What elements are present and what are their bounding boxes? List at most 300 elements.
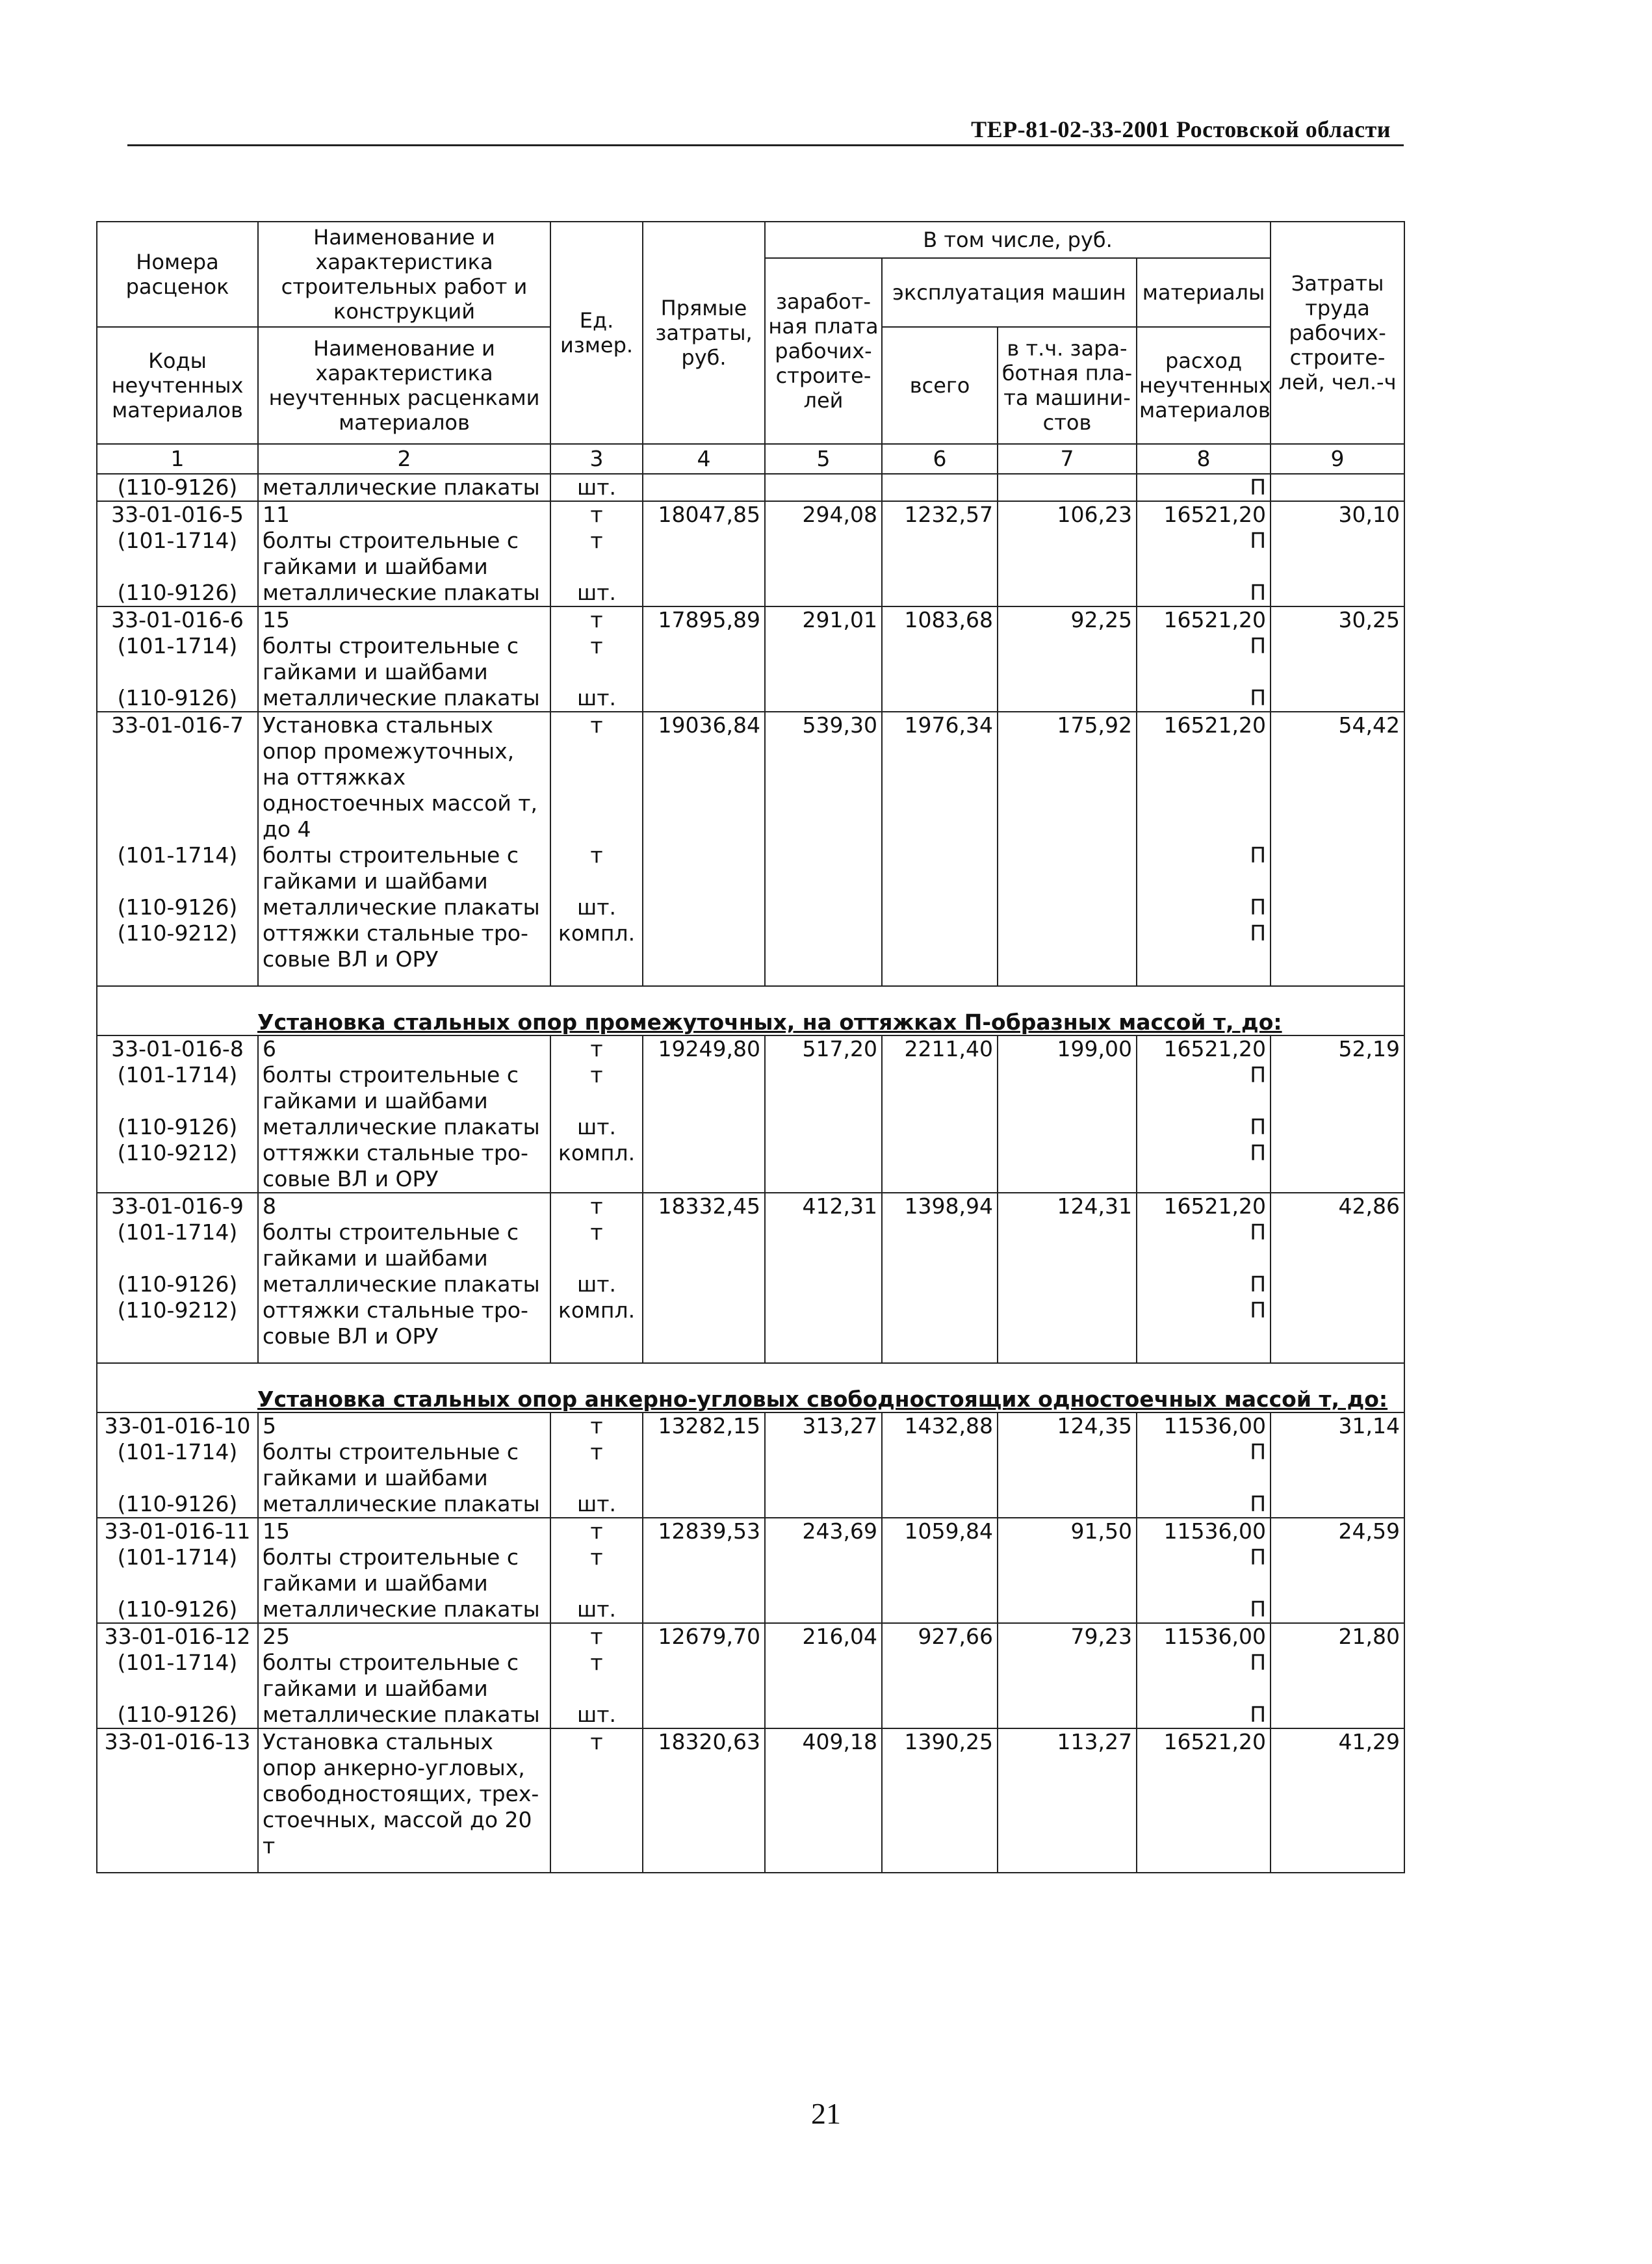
- machinist-wage-cell: [998, 1297, 1137, 1349]
- spacer-cell: [998, 972, 1137, 986]
- machine-cost-cell: 1059,84: [882, 1518, 998, 1544]
- material-cost-cell: П: [1137, 580, 1271, 606]
- worker-wage-cell: [765, 1297, 882, 1349]
- material-cost-cell: П: [1137, 1596, 1271, 1623]
- machine-cost-cell: [882, 580, 998, 606]
- material-cost-cell: П: [1137, 1702, 1271, 1728]
- labor-hours-cell: [1271, 1062, 1404, 1114]
- direct-cost-cell: [643, 842, 765, 894]
- labor-hours-cell: [1271, 1702, 1404, 1728]
- labor-hours-cell: [1271, 1219, 1404, 1271]
- machinist-wage-cell: [998, 842, 1137, 894]
- machinist-wage-cell: 106,23: [998, 501, 1137, 528]
- running-header: [127, 111, 1404, 146]
- material-cost-cell: П: [1137, 1114, 1271, 1140]
- machine-cost-cell: [882, 474, 998, 501]
- worker-wage-cell: 291,01: [765, 606, 882, 633]
- worker-wage-cell: [765, 1544, 882, 1596]
- machinist-wage-cell: [998, 528, 1137, 580]
- rate-code-cell: 33-01-016-5: [97, 501, 258, 528]
- machine-cost-cell: [882, 1596, 998, 1623]
- spacer-cell: [1137, 972, 1271, 986]
- unit-cell: т: [550, 633, 643, 685]
- spacer-cell: [1271, 972, 1404, 986]
- unit-cell: т: [550, 1439, 643, 1491]
- machine-cost-cell: [882, 842, 998, 894]
- unit-cell: т: [550, 1193, 643, 1219]
- rate-code-cell: (101-1714): [97, 633, 258, 685]
- col-head-mach-total: всего: [882, 327, 998, 444]
- material-cost-cell: 11536,00: [1137, 1412, 1271, 1439]
- direct-cost-cell: 12679,70: [643, 1623, 765, 1650]
- unit-cell: шт.: [550, 1702, 643, 1728]
- material-row: [97, 894, 1404, 920]
- work-name-cell: 15: [258, 606, 550, 633]
- direct-cost-cell: [643, 474, 765, 501]
- material-row: [97, 1650, 1404, 1702]
- unit-cell: т: [550, 1518, 643, 1544]
- section-heading-row: [97, 986, 1404, 1035]
- machine-cost-cell: [882, 1650, 998, 1702]
- work-name-cell: болты строительные с гайками и шайбами: [258, 528, 550, 580]
- rate-row: [97, 1623, 1404, 1650]
- labor-hours-cell: [1271, 685, 1404, 712]
- work-name-cell: болты строительные с гайками и шайбами: [258, 1650, 550, 1702]
- col-head-wage: заработ-ная плата рабочих-строите-лей: [765, 258, 882, 444]
- worker-wage-cell: 294,08: [765, 501, 882, 528]
- machinist-wage-cell: [998, 1650, 1137, 1702]
- material-row: [97, 580, 1404, 606]
- rate-code-cell: 33-01-016-10: [97, 1412, 258, 1439]
- labor-hours-cell: [1271, 920, 1404, 972]
- labor-hours-cell: [1271, 528, 1404, 580]
- column-number: 6: [882, 444, 998, 474]
- column-number: 3: [550, 444, 643, 474]
- unit-cell: т: [550, 1412, 643, 1439]
- unit-cell: шт.: [550, 474, 643, 501]
- col-head-unit: Ед. измер.: [550, 222, 643, 444]
- labor-hours-cell: 42,86: [1271, 1193, 1404, 1219]
- machinist-wage-cell: [998, 1596, 1137, 1623]
- machine-cost-cell: 1390,25: [882, 1728, 998, 1859]
- worker-wage-cell: [765, 894, 882, 920]
- unit-cell: шт.: [550, 1491, 643, 1518]
- machine-cost-cell: [882, 1439, 998, 1491]
- machine-cost-cell: [882, 1702, 998, 1728]
- machinist-wage-cell: [998, 474, 1137, 501]
- rate-code-cell: 33-01-016-7: [97, 712, 258, 842]
- labor-hours-cell: [1271, 1544, 1404, 1596]
- material-cost-cell: П: [1137, 894, 1271, 920]
- work-name-cell: оттяжки стальные тро-совые ВЛ и ОРУ: [258, 1140, 550, 1193]
- rate-code-cell: (101-1714): [97, 1650, 258, 1702]
- machinist-wage-cell: [998, 1062, 1137, 1114]
- machine-cost-cell: [882, 685, 998, 712]
- spacer-cell: [1271, 1859, 1404, 1873]
- direct-cost-cell: 19249,80: [643, 1035, 765, 1062]
- material-row: [97, 1219, 1404, 1271]
- col-head-codes: Коды неучтенных материалов: [97, 327, 258, 444]
- labor-hours-cell: [1271, 580, 1404, 606]
- rate-code-cell: (110-9126): [97, 1702, 258, 1728]
- work-name-cell: металлические плакаты: [258, 1491, 550, 1518]
- unit-cell: т: [550, 1623, 643, 1650]
- work-name-cell: металлические плакаты: [258, 894, 550, 920]
- worker-wage-cell: [765, 580, 882, 606]
- material-row: [97, 474, 1404, 501]
- unit-cell: т: [550, 1062, 643, 1114]
- column-number: 1: [97, 444, 258, 474]
- direct-cost-cell: 17895,89: [643, 606, 765, 633]
- labor-hours-cell: [1271, 894, 1404, 920]
- direct-cost-cell: [643, 1271, 765, 1297]
- machinist-wage-cell: [998, 580, 1137, 606]
- machine-cost-cell: 1398,94: [882, 1193, 998, 1219]
- material-cost-cell: П: [1137, 1439, 1271, 1491]
- rate-code-cell: 33-01-016-9: [97, 1193, 258, 1219]
- work-name-cell: 8: [258, 1193, 550, 1219]
- unit-cell: компл.: [550, 920, 643, 972]
- direct-cost-cell: [643, 685, 765, 712]
- material-cost-cell: П: [1137, 633, 1271, 685]
- direct-cost-cell: 18320,63: [643, 1728, 765, 1859]
- spacer-cell: [550, 1349, 643, 1363]
- labor-hours-cell: 30,25: [1271, 606, 1404, 633]
- labor-hours-cell: [1271, 1297, 1404, 1349]
- rate-code-cell: (110-9126): [97, 894, 258, 920]
- material-cost-cell: П: [1137, 1544, 1271, 1596]
- table-body: [97, 444, 1404, 1873]
- col-head-machines: эксплуатация машин: [882, 258, 1137, 327]
- spacer-cell: [1271, 1349, 1404, 1363]
- machinist-wage-cell: 199,00: [998, 1035, 1137, 1062]
- machine-cost-cell: [882, 920, 998, 972]
- work-name-cell: болты строительные с гайками и шайбами: [258, 633, 550, 685]
- worker-wage-cell: [765, 1439, 882, 1491]
- material-cost-cell: П: [1137, 528, 1271, 580]
- rate-row: [97, 1412, 1404, 1439]
- rate-code-cell: 33-01-016-12: [97, 1623, 258, 1650]
- rate-row: [97, 1035, 1404, 1062]
- material-cost-cell: П: [1137, 920, 1271, 972]
- labor-hours-cell: 24,59: [1271, 1518, 1404, 1544]
- machine-cost-cell: [882, 894, 998, 920]
- spacer-cell: [998, 1349, 1137, 1363]
- material-row: [97, 685, 1404, 712]
- material-cost-cell: П: [1137, 1062, 1271, 1114]
- rates-table: [96, 221, 1405, 1873]
- rate-code-cell: (110-9126): [97, 1114, 258, 1140]
- col-head-labor: Затраты труда рабочих-строите-лей, чел.-ч: [1271, 222, 1404, 444]
- direct-cost-cell: 18332,45: [643, 1193, 765, 1219]
- spacer-cell: [1137, 1349, 1271, 1363]
- rate-code-cell: (101-1714): [97, 842, 258, 894]
- material-cost-cell: 16521,20: [1137, 1728, 1271, 1859]
- spacer-cell: [258, 972, 550, 986]
- worker-wage-cell: [765, 1596, 882, 1623]
- machine-cost-cell: [882, 1544, 998, 1596]
- machinist-wage-cell: [998, 894, 1137, 920]
- rate-code-cell: (110-9212): [97, 920, 258, 972]
- rate-code-cell: (110-9126): [97, 1271, 258, 1297]
- machine-cost-cell: [882, 1062, 998, 1114]
- machinist-wage-cell: [998, 1491, 1137, 1518]
- spacer-cell: [643, 1859, 765, 1873]
- spacer-row: [97, 1349, 1404, 1363]
- machine-cost-cell: 2211,40: [882, 1035, 998, 1062]
- unit-cell: т: [550, 501, 643, 528]
- material-row: [97, 1702, 1404, 1728]
- direct-cost-cell: [643, 1491, 765, 1518]
- machine-cost-cell: [882, 1491, 998, 1518]
- rate-code-cell: (101-1714): [97, 1062, 258, 1114]
- column-number: 5: [765, 444, 882, 474]
- unit-cell: т: [550, 1650, 643, 1702]
- machinist-wage-cell: [998, 1544, 1137, 1596]
- worker-wage-cell: [765, 1271, 882, 1297]
- worker-wage-cell: 216,04: [765, 1623, 882, 1650]
- machine-cost-cell: [882, 1271, 998, 1297]
- material-row: [97, 1491, 1404, 1518]
- material-cost-cell: П: [1137, 1297, 1271, 1349]
- rate-code-cell: 33-01-016-11: [97, 1518, 258, 1544]
- worker-wage-cell: [765, 685, 882, 712]
- unit-cell: компл.: [550, 1297, 643, 1349]
- worker-wage-cell: [765, 1491, 882, 1518]
- labor-hours-cell: [1271, 633, 1404, 685]
- unit-cell: т: [550, 606, 643, 633]
- work-name-cell: болты строительные с гайками и шайбами: [258, 1219, 550, 1271]
- rate-code-cell: 33-01-016-13: [97, 1728, 258, 1859]
- material-cost-cell: П: [1137, 1140, 1271, 1193]
- spacer-cell: [97, 1349, 258, 1363]
- material-row: [97, 1439, 1404, 1491]
- labor-hours-cell: [1271, 1596, 1404, 1623]
- work-name-cell: металлические плакаты: [258, 474, 550, 501]
- section-title: Установка стальных опор промежуточных, на оттяжках П-образных массой т, до:: [257, 1009, 1282, 1035]
- work-name-cell: 15: [258, 1518, 550, 1544]
- worker-wage-cell: [765, 920, 882, 972]
- direct-cost-cell: [643, 1596, 765, 1623]
- col-head-work: Наименование и характеристика строительных работ и конструкций: [258, 222, 550, 327]
- worker-wage-cell: [765, 1702, 882, 1728]
- work-name-cell: болты строительные с гайками и шайбами: [258, 1439, 550, 1491]
- rate-code-cell: (101-1714): [97, 1544, 258, 1596]
- material-cost-cell: П: [1137, 1491, 1271, 1518]
- direct-cost-cell: [643, 528, 765, 580]
- rate-row: [97, 1518, 1404, 1544]
- col-head-unaccounted: Наименование и характеристика неучтенных расценками материалов: [258, 327, 550, 444]
- work-name-cell: металлические плакаты: [258, 1114, 550, 1140]
- direct-cost-cell: 12839,53: [643, 1518, 765, 1544]
- machinist-wage-cell: [998, 633, 1137, 685]
- material-cost-cell: 16521,20: [1137, 606, 1271, 633]
- work-name-cell: металлические плакаты: [258, 1596, 550, 1623]
- worker-wage-cell: 517,20: [765, 1035, 882, 1062]
- spacer-cell: [258, 1859, 550, 1873]
- rate-row: [97, 606, 1404, 633]
- labor-hours-cell: [1271, 1114, 1404, 1140]
- machine-cost-cell: 1432,88: [882, 1412, 998, 1439]
- machinist-wage-cell: [998, 1271, 1137, 1297]
- spacer-cell: [998, 1859, 1137, 1873]
- spacer-cell: [643, 972, 765, 986]
- machinist-wage-cell: 92,25: [998, 606, 1137, 633]
- rate-code-cell: 33-01-016-6: [97, 606, 258, 633]
- material-row: [97, 1297, 1404, 1349]
- material-cost-cell: 16521,20: [1137, 1035, 1271, 1062]
- running-title: ТЕР-81-02-33-2001 Ростовской области: [971, 116, 1391, 142]
- spacer-row: [97, 972, 1404, 986]
- machinist-wage-cell: [998, 1114, 1137, 1140]
- labor-hours-cell: [1271, 1491, 1404, 1518]
- direct-cost-cell: 19036,84: [643, 712, 765, 842]
- worker-wage-cell: [765, 842, 882, 894]
- machinist-wage-cell: 175,92: [998, 712, 1137, 842]
- worker-wage-cell: [765, 633, 882, 685]
- column-number: 9: [1271, 444, 1404, 474]
- material-row: [97, 1062, 1404, 1114]
- col-head-number: Номера расценок: [97, 222, 258, 327]
- labor-hours-cell: [1271, 474, 1404, 501]
- machine-cost-cell: 927,66: [882, 1623, 998, 1650]
- labor-hours-cell: 41,29: [1271, 1728, 1404, 1859]
- direct-cost-cell: [643, 894, 765, 920]
- worker-wage-cell: 412,31: [765, 1193, 882, 1219]
- work-name-cell: Установка стальных опор анкерно-угловых, свободностоящих, трех-стоечных, массой до 20 т: [258, 1728, 550, 1859]
- machinist-wage-cell: [998, 1702, 1137, 1728]
- rate-code-cell: (110-9126): [97, 1491, 258, 1518]
- material-row: [97, 1596, 1404, 1623]
- material-cost-cell: 11536,00: [1137, 1518, 1271, 1544]
- unit-cell: шт.: [550, 894, 643, 920]
- machinist-wage-cell: 124,35: [998, 1412, 1137, 1439]
- unit-cell: шт.: [550, 1596, 643, 1623]
- material-cost-cell: П: [1137, 685, 1271, 712]
- unit-cell: шт.: [550, 1271, 643, 1297]
- material-row: [97, 920, 1404, 972]
- machinist-wage-cell: [998, 1219, 1137, 1271]
- work-name-cell: 25: [258, 1623, 550, 1650]
- material-cost-cell: П: [1137, 842, 1271, 894]
- direct-cost-cell: [643, 1439, 765, 1491]
- spacer-cell: [882, 1859, 998, 1873]
- direct-cost-cell: [643, 1544, 765, 1596]
- rate-code-cell: (101-1714): [97, 1439, 258, 1491]
- machine-cost-cell: [882, 633, 998, 685]
- machinist-wage-cell: [998, 920, 1137, 972]
- unit-cell: шт.: [550, 580, 643, 606]
- rate-row: [97, 712, 1404, 842]
- direct-cost-cell: [643, 1114, 765, 1140]
- labor-hours-cell: 21,80: [1271, 1623, 1404, 1650]
- work-name-cell: металлические плакаты: [258, 1271, 550, 1297]
- unit-cell: т: [550, 528, 643, 580]
- material-row: [97, 528, 1404, 580]
- worker-wage-cell: 539,30: [765, 712, 882, 842]
- worker-wage-cell: [765, 1062, 882, 1114]
- direct-cost-cell: [643, 1650, 765, 1702]
- unit-cell: т: [550, 1035, 643, 1062]
- work-name-cell: 6: [258, 1035, 550, 1062]
- material-row: [97, 1114, 1404, 1140]
- direct-cost-cell: [643, 633, 765, 685]
- column-number: 8: [1137, 444, 1271, 474]
- work-name-cell: 5: [258, 1412, 550, 1439]
- work-name-cell: Установка стальных опор промежуточных, на оттяжках одностоечных массой т, до 4: [258, 712, 550, 842]
- machinist-wage-cell: [998, 1140, 1137, 1193]
- material-row: [97, 1271, 1404, 1297]
- material-cost-cell: 16521,20: [1137, 1193, 1271, 1219]
- rate-code-cell: (110-9212): [97, 1297, 258, 1349]
- direct-cost-cell: [643, 1297, 765, 1349]
- rate-code-cell: (110-9126): [97, 1596, 258, 1623]
- direct-cost-cell: [643, 1702, 765, 1728]
- worker-wage-cell: [765, 1140, 882, 1193]
- worker-wage-cell: [765, 528, 882, 580]
- labor-hours-cell: [1271, 842, 1404, 894]
- work-name-cell: металлические плакаты: [258, 1702, 550, 1728]
- spacer-cell: [765, 972, 882, 986]
- direct-cost-cell: [643, 1062, 765, 1114]
- spacer-cell: [97, 972, 258, 986]
- col-head-group: В том числе, руб.: [765, 222, 1271, 258]
- work-name-cell: оттяжки стальные тро-совые ВЛ и ОРУ: [258, 1297, 550, 1349]
- labor-hours-cell: 31,14: [1271, 1412, 1404, 1439]
- rate-row: [97, 1193, 1404, 1219]
- direct-cost-cell: [643, 1219, 765, 1271]
- unit-cell: т: [550, 1219, 643, 1271]
- spacer-row: [97, 1859, 1404, 1873]
- rate-code-cell: (110-9126): [97, 580, 258, 606]
- unit-cell: т: [550, 712, 643, 842]
- spacer-cell: [97, 1859, 258, 1873]
- material-cost-cell: 16521,20: [1137, 501, 1271, 528]
- work-name-cell: болты строительные с гайками и шайбами: [258, 1544, 550, 1596]
- unit-cell: т: [550, 1728, 643, 1859]
- direct-cost-cell: [643, 920, 765, 972]
- material-cost-cell: П: [1137, 474, 1271, 501]
- spacer-cell: [882, 1349, 998, 1363]
- labor-hours-cell: 52,19: [1271, 1035, 1404, 1062]
- worker-wage-cell: [765, 1650, 882, 1702]
- worker-wage-cell: [765, 474, 882, 501]
- material-row: [97, 633, 1404, 685]
- material-row: [97, 842, 1404, 894]
- rate-code-cell: (110-9126): [97, 685, 258, 712]
- work-name-cell: металлические плакаты: [258, 580, 550, 606]
- rate-code-cell: (101-1714): [97, 1219, 258, 1271]
- unit-cell: компл.: [550, 1140, 643, 1193]
- rate-row: [97, 1728, 1404, 1859]
- spacer-cell: [550, 1859, 643, 1873]
- labor-hours-cell: 30,10: [1271, 501, 1404, 528]
- rate-code-cell: (110-9126): [97, 474, 258, 501]
- spacer-cell: [765, 1349, 882, 1363]
- worker-wage-cell: [765, 1114, 882, 1140]
- material-cost-cell: 11536,00: [1137, 1623, 1271, 1650]
- work-name-cell: 11: [258, 501, 550, 528]
- unit-cell: т: [550, 1544, 643, 1596]
- labor-hours-cell: [1271, 1439, 1404, 1491]
- work-name-cell: болты строительные с гайками и шайбами: [258, 842, 550, 894]
- worker-wage-cell: 243,69: [765, 1518, 882, 1544]
- machinist-wage-cell: 124,31: [998, 1193, 1137, 1219]
- material-cost-cell: П: [1137, 1219, 1271, 1271]
- worker-wage-cell: 313,27: [765, 1412, 882, 1439]
- material-row: [97, 1544, 1404, 1596]
- material-cost-cell: П: [1137, 1271, 1271, 1297]
